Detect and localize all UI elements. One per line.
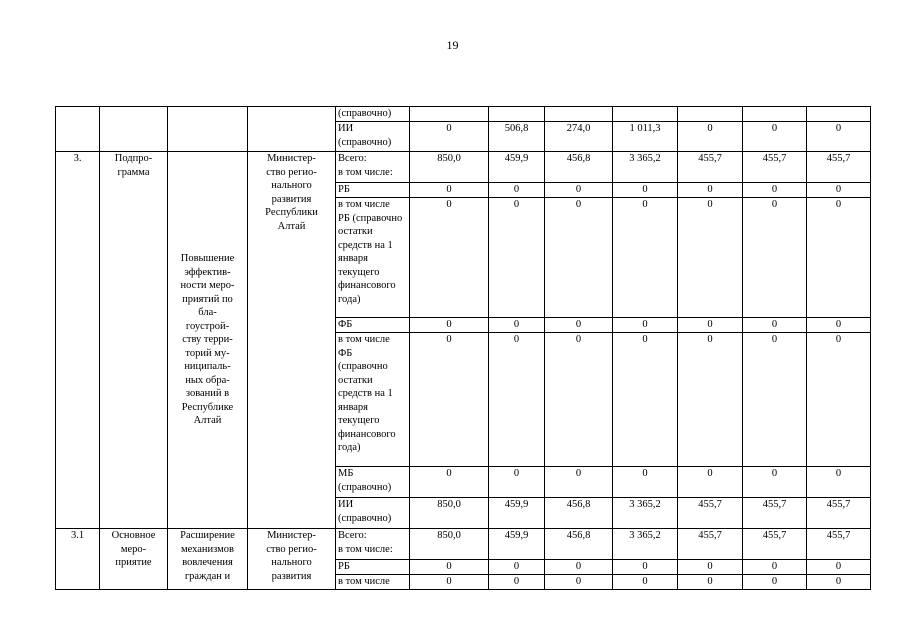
amount-cell: 0 xyxy=(613,560,678,575)
amount-cell: 0 xyxy=(545,575,613,590)
amount-cell: 0 xyxy=(489,575,545,590)
amount-cell: 459,9 xyxy=(489,152,545,183)
amount-cell: 0 xyxy=(743,575,807,590)
budget-table-body xyxy=(56,107,871,590)
funding-source-cell: (справочно) xyxy=(336,107,410,122)
amount-cell: 0 xyxy=(410,467,489,498)
page-number: 19 xyxy=(446,38,459,52)
amount-cell: 0 xyxy=(489,318,545,333)
amount-cell: 0 xyxy=(743,183,807,198)
amount-cell: 455,7 xyxy=(807,498,871,529)
amount-cell: 0 xyxy=(678,122,743,152)
amount-cell: 0 xyxy=(807,183,871,198)
amount-cell: 0 xyxy=(678,198,743,318)
amount-cell: 0 xyxy=(410,318,489,333)
amount-cell xyxy=(743,107,807,122)
amount-cell: 0 xyxy=(743,318,807,333)
amount-cell: 0 xyxy=(613,575,678,590)
table-row xyxy=(56,107,871,122)
amount-cell: 0 xyxy=(743,198,807,318)
amount-cell xyxy=(678,107,743,122)
amount-cell: 0 xyxy=(545,467,613,498)
amount-cell: 0 xyxy=(678,575,743,590)
amount-cell xyxy=(545,107,613,122)
amount-cell xyxy=(807,107,871,122)
amount-cell: 0 xyxy=(545,333,613,467)
amount-cell: 0 xyxy=(410,122,489,152)
amount-cell: 274,0 xyxy=(545,122,613,152)
amount-cell: 455,7 xyxy=(743,529,807,560)
amount-cell: 0 xyxy=(807,318,871,333)
executor-cell xyxy=(248,107,336,152)
amount-cell: 0 xyxy=(678,318,743,333)
amount-cell: 456,8 xyxy=(545,152,613,183)
amount-cell: 455,7 xyxy=(807,152,871,183)
amount-cell: 0 xyxy=(613,467,678,498)
amount-cell: 0 xyxy=(678,560,743,575)
amount-cell: 455,7 xyxy=(678,152,743,183)
amount-cell: 0 xyxy=(613,183,678,198)
amount-cell: 455,7 xyxy=(743,498,807,529)
funding-source-cell: МБ (справочно) xyxy=(336,467,410,498)
funding-source-cell: ИИ (справочно) xyxy=(336,122,410,152)
row-number-cell xyxy=(56,107,100,152)
amount-cell: 0 xyxy=(613,198,678,318)
amount-cell: 0 xyxy=(545,318,613,333)
amount-cell: 0 xyxy=(807,122,871,152)
amount-cell: 456,8 xyxy=(545,529,613,560)
amount-cell: 0 xyxy=(613,333,678,467)
amount-cell: 0 xyxy=(410,198,489,318)
amount-cell: 0 xyxy=(489,183,545,198)
budget-table xyxy=(55,106,871,590)
amount-cell: 0 xyxy=(743,333,807,467)
amount-cell: 0 xyxy=(410,183,489,198)
funding-source-cell: в том числе РБ (справочно остатки средств на 1 января текущего финансового года) xyxy=(336,198,410,318)
row-number-cell: 3.1 xyxy=(56,529,100,590)
funding-source-cell: ФБ xyxy=(336,318,410,333)
amount-cell: 0 xyxy=(743,560,807,575)
funding-source-cell: Всего: в том числе: xyxy=(336,152,410,183)
amount-cell: 0 xyxy=(410,575,489,590)
executor-cell: Министер- ство регио- нального развития xyxy=(248,529,336,590)
amount-cell: 506,8 xyxy=(489,122,545,152)
amount-cell: 850,0 xyxy=(410,529,489,560)
funding-source-cell: РБ xyxy=(336,183,410,198)
amount-cell: 0 xyxy=(743,467,807,498)
amount-cell: 0 xyxy=(807,198,871,318)
amount-cell: 0 xyxy=(489,560,545,575)
funding-source-cell: РБ xyxy=(336,560,410,575)
funding-source-cell: Всего: в том числе: xyxy=(336,529,410,560)
amount-cell: 0 xyxy=(807,467,871,498)
amount-cell: 0 xyxy=(613,318,678,333)
amount-cell: 0 xyxy=(489,198,545,318)
table-row xyxy=(56,152,871,183)
amount-cell: 850,0 xyxy=(410,498,489,529)
program-name-cell xyxy=(168,107,248,152)
amount-cell: 1 011,3 xyxy=(613,122,678,152)
amount-cell: 455,7 xyxy=(678,529,743,560)
amount-cell: 0 xyxy=(807,333,871,467)
row-number-cell: 3. xyxy=(56,152,100,529)
table-row xyxy=(56,529,871,560)
amount-cell xyxy=(489,107,545,122)
amount-cell: 455,7 xyxy=(678,498,743,529)
amount-cell: 455,7 xyxy=(807,529,871,560)
amount-cell: 459,9 xyxy=(489,498,545,529)
amount-cell: 0 xyxy=(807,560,871,575)
amount-cell: 3 365,2 xyxy=(613,498,678,529)
program-type-cell: Основное меро- приятие xyxy=(100,529,168,590)
amount-cell: 0 xyxy=(545,183,613,198)
amount-cell: 3 365,2 xyxy=(613,529,678,560)
amount-cell: 0 xyxy=(678,333,743,467)
executor-cell: Министер- ство регио- нального развития Республики Алтай xyxy=(248,152,336,529)
program-name-cell: Повышение эффектив- ности меро- приятий по бла- гоустрой- ству терри- торий му- ниципаль- ных обра- зований в Республике Алтай xyxy=(168,152,248,529)
amount-cell: 455,7 xyxy=(743,152,807,183)
amount-cell xyxy=(410,107,489,122)
program-type-cell: Подпро- грамма xyxy=(100,152,168,529)
amount-cell: 0 xyxy=(545,560,613,575)
amount-cell: 0 xyxy=(410,560,489,575)
amount-cell: 0 xyxy=(489,467,545,498)
amount-cell: 850,0 xyxy=(410,152,489,183)
amount-cell xyxy=(613,107,678,122)
amount-cell: 456,8 xyxy=(545,498,613,529)
amount-cell: 0 xyxy=(807,575,871,590)
amount-cell: 0 xyxy=(678,183,743,198)
funding-source-cell: в том числе xyxy=(336,575,410,590)
amount-cell: 0 xyxy=(489,333,545,467)
funding-source-cell: ИИ (справочно) xyxy=(336,498,410,529)
amount-cell: 3 365,2 xyxy=(613,152,678,183)
amount-cell: 0 xyxy=(678,467,743,498)
program-type-cell xyxy=(100,107,168,152)
amount-cell: 0 xyxy=(545,198,613,318)
amount-cell: 0 xyxy=(410,333,489,467)
funding-source-cell: в том числе ФБ (справочно остатки средств на 1 января текущего финансового года) xyxy=(336,333,410,467)
amount-cell: 459,9 xyxy=(489,529,545,560)
program-name-cell: Расширение механизмов вовлечения граждан и xyxy=(168,529,248,590)
amount-cell: 0 xyxy=(743,122,807,152)
